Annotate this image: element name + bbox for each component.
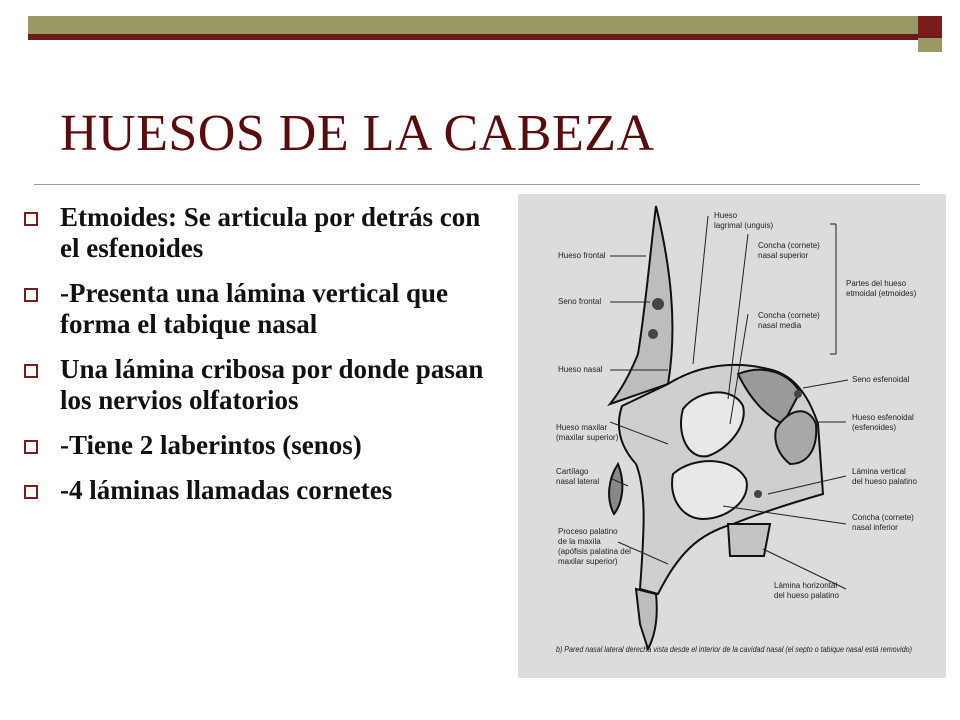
label-maxilla-line2: (maxilar superior): [556, 433, 619, 442]
bullet-item: [22, 354, 492, 416]
label-palatine-process-line1: Proceso palatino: [558, 527, 618, 536]
label-lacrimal-bone-line2: lagrimal (unguis): [714, 221, 774, 230]
nasal-cavity-figure: [518, 194, 946, 678]
label-nasal-bone: Hueso nasal: [558, 365, 603, 374]
bullet-item: [22, 430, 492, 461]
top-decorative-bar: [28, 16, 942, 52]
top-bar-corner-olive: [918, 36, 942, 52]
square-bullet-icon: [24, 364, 38, 378]
bullet-text: -Tiene 2 laberintos (senos): [60, 430, 362, 460]
label-palatine-process-line3: (apófisis palatina del: [558, 547, 631, 556]
top-bar-maroon-line: [28, 34, 918, 40]
label-horizontal-plate-line1: Lámina horizontal: [774, 581, 838, 590]
bullet-text: -Presenta una lámina vertical que forma el tabique nasal: [60, 278, 448, 339]
bullet-text: Etmoides: Se articula por detrás con el esfenoides: [60, 202, 481, 263]
label-sphenoid-sinus: Seno esfenoidal: [852, 375, 910, 384]
label-middle-concha-line1: Concha (cornete): [758, 311, 820, 320]
label-horizontal-plate-line2: del hueso palatino: [774, 591, 839, 600]
square-bullet-icon: [24, 212, 38, 226]
figure-caption: b) Pared nasal lateral derecha vista desde el interior de la cavidad nasal (el septo o tabique nasal está removido): [556, 645, 913, 654]
label-ethmoid-parts-line1: Partes del hueso: [846, 279, 907, 288]
label-middle-concha-line2: nasal media: [758, 321, 802, 330]
label-palatine-process-line4: maxilar superior): [558, 557, 618, 566]
square-bullet-icon: [24, 288, 38, 302]
label-inferior-concha-line2: nasal inferior: [852, 523, 898, 532]
bullet-item: [22, 202, 492, 264]
top-bar-olive: [28, 16, 918, 34]
square-bullet-icon: [24, 440, 38, 454]
label-sphenoid-bone-line1: Hueso esfenoidal: [852, 413, 914, 422]
label-frontal-sinus: Seno frontal: [558, 297, 602, 306]
slide-title: HUESOS DE LA CABEZA: [60, 105, 655, 162]
bullet-list: [22, 202, 492, 520]
top-bar-corner-maroon: [918, 16, 942, 36]
nasal-cavity-illustration: [518, 194, 946, 678]
title-divider: [34, 184, 920, 185]
label-nasal-cartilage-line2: nasal lateral: [556, 477, 600, 486]
label-vertical-plate-line2: del hueso palatino: [852, 477, 917, 486]
label-palatine-process-line2: de la maxila: [558, 537, 601, 546]
label-inferior-concha-line1: Concha (cornete): [852, 513, 914, 522]
label-lacrimal-bone-line1: Hueso: [714, 211, 738, 220]
label-superior-concha-line1: Concha (cornete): [758, 241, 820, 250]
bullet-item: [22, 278, 492, 340]
square-bullet-icon: [24, 485, 38, 499]
label-superior-concha-line2: nasal superior: [758, 251, 809, 260]
label-ethmoid-parts-line2: etmoidal (etmoides): [846, 289, 917, 298]
label-maxilla-line1: Hueso maxilar: [556, 423, 608, 432]
label-nasal-cartilage-line1: Cartílago: [556, 467, 589, 476]
bullet-text: Una lámina cribosa por donde pasan los nervios olfatorios: [60, 354, 484, 415]
label-vertical-plate-line1: Lámina vertical: [852, 467, 906, 476]
label-frontal-bone: Hueso frontal: [558, 251, 606, 260]
bullet-item: [22, 475, 492, 506]
label-sphenoid-bone-line2: (esfenoides): [852, 423, 897, 432]
bullet-text: -4 láminas llamadas cornetes: [60, 475, 393, 505]
